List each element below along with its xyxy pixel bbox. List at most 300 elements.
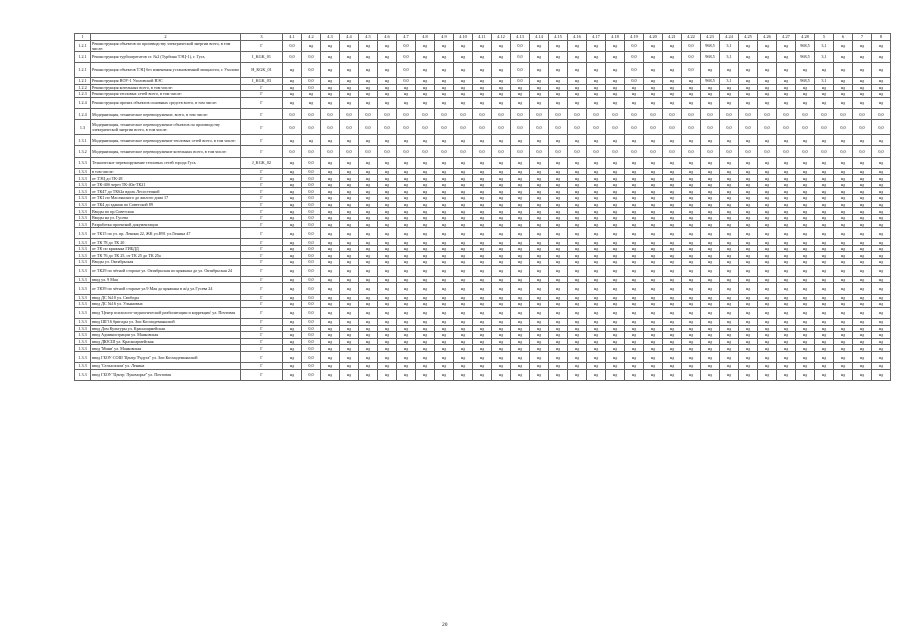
value-cell: нд (378, 363, 397, 370)
value-cell: нд (568, 245, 587, 252)
value-cell: 0,0 (720, 146, 739, 157)
row-number-cell: 1.3.3 (75, 283, 91, 294)
row-number-cell: 1.3.3 (75, 307, 91, 318)
project-name-cell: Вводы ул. Октябрьская (91, 259, 241, 266)
value-cell: нд (625, 239, 644, 246)
value-cell: 0,0 (625, 40, 644, 51)
value-cell: нд (682, 221, 701, 228)
value-cell: нд (568, 318, 587, 325)
value-cell: нд (587, 221, 606, 228)
value-cell: нд (549, 259, 568, 266)
value-cell: нд (644, 84, 663, 91)
value-cell: 0,0 (435, 120, 454, 135)
value-cell: нд (473, 40, 492, 51)
value-cell: 0,0 (701, 108, 720, 119)
value-cell: нд (777, 214, 796, 221)
value-cell: 0,0 (473, 108, 492, 119)
value-cell: нд (359, 201, 378, 208)
header-cell: 4.7 (397, 34, 416, 41)
value-cell: нд (340, 276, 359, 283)
value-cell: нд (283, 307, 302, 318)
value-cell: нд (511, 301, 530, 308)
value-cell: нд (416, 228, 435, 239)
value-cell: нд (549, 332, 568, 339)
value-cell: нд (511, 181, 530, 188)
value-cell: нд (378, 369, 397, 380)
value-cell: нд (568, 351, 587, 362)
value-cell: нд (359, 318, 378, 325)
value-cell: нд (606, 175, 625, 182)
value-cell: нд (644, 345, 663, 352)
value-cell: нд (720, 294, 739, 301)
value-cell: 0,0 (302, 338, 321, 345)
project-name-cell: Реконструкция объектов ТЭЦ без изменения установленной мощности, г. Ухолово (91, 62, 241, 77)
value-cell: 0,0 (682, 62, 701, 77)
row-number-cell: 1.3.3 (75, 195, 91, 202)
value-cell: нд (872, 91, 891, 98)
value-cell: нд (454, 214, 473, 221)
value-cell: нд (378, 294, 397, 301)
table-row (75, 62, 891, 77)
value-cell: нд (549, 351, 568, 362)
value-cell: нд (834, 345, 853, 352)
project-name-cell: ввод ШГ16 бригады ул. Зои Космодемьянской (91, 318, 241, 325)
project-name-cell: Реконструкция ВОУ-1 Ухоловской ВЭС (91, 77, 241, 84)
value-cell: нд (511, 245, 530, 252)
value-cell: нд (663, 318, 682, 325)
value-cell: нд (777, 62, 796, 77)
value-cell: 0,0 (454, 146, 473, 157)
value-cell: нд (644, 97, 663, 108)
value-cell: нд (853, 77, 872, 84)
project-code-cell: Г (241, 188, 283, 195)
value-cell: нд (473, 188, 492, 195)
value-cell: нд (587, 307, 606, 318)
value-cell: нд (834, 181, 853, 188)
value-cell: нд (853, 338, 872, 345)
value-cell: нд (815, 276, 834, 283)
value-cell: 0,0 (492, 146, 511, 157)
value-cell: нд (587, 276, 606, 283)
value-cell: нд (416, 62, 435, 77)
value-cell: нд (644, 201, 663, 208)
table-row (75, 294, 891, 301)
value-cell: 0,0 (302, 245, 321, 252)
value-cell: нд (283, 84, 302, 91)
value-cell: нд (834, 363, 853, 370)
value-cell: нд (416, 294, 435, 301)
value-cell: нд (739, 294, 758, 301)
header-cell: 6 (834, 34, 853, 41)
value-cell: нд (587, 294, 606, 301)
value-cell: нд (473, 135, 492, 146)
value-cell: 0,0 (606, 120, 625, 135)
value-cell: нд (758, 369, 777, 380)
value-cell: нд (758, 221, 777, 228)
value-cell: нд (682, 91, 701, 98)
value-cell: нд (796, 62, 815, 77)
value-cell: нд (435, 208, 454, 215)
value-cell: нд (777, 369, 796, 380)
header-row (75, 34, 891, 41)
value-cell: нд (625, 276, 644, 283)
value-cell: нд (492, 77, 511, 84)
value-cell: 0,0 (663, 146, 682, 157)
value-cell: нд (549, 239, 568, 246)
value-cell: нд (758, 77, 777, 84)
value-cell: нд (587, 91, 606, 98)
value-cell: нд (701, 188, 720, 195)
value-cell: нд (834, 239, 853, 246)
value-cell: нд (872, 294, 891, 301)
value-cell: нд (492, 325, 511, 332)
value-cell: 0,0 (302, 265, 321, 276)
value-cell: нд (758, 345, 777, 352)
value-cell: нд (454, 97, 473, 108)
value-cell: нд (834, 369, 853, 380)
value-cell: нд (321, 195, 340, 202)
value-cell: нд (359, 168, 378, 175)
value-cell: нд (530, 332, 549, 339)
value-cell: нд (340, 175, 359, 182)
value-cell: нд (416, 97, 435, 108)
value-cell: нд (302, 135, 321, 146)
value-cell: нд (473, 276, 492, 283)
value-cell: 0,0 (454, 120, 473, 135)
value-cell: нд (720, 168, 739, 175)
value-cell: нд (834, 77, 853, 84)
value-cell: 0,0 (682, 51, 701, 62)
value-cell: нд (511, 283, 530, 294)
value-cell: нд (397, 214, 416, 221)
value-cell: нд (625, 345, 644, 352)
table-row (75, 239, 891, 246)
project-name-cell: Модернизация, техническое перевооружение, всего, в том числе: (91, 108, 241, 119)
value-cell: нд (530, 318, 549, 325)
value-cell: нд (397, 252, 416, 259)
value-cell: нд (682, 338, 701, 345)
value-cell: нд (397, 181, 416, 188)
value-cell: нд (682, 259, 701, 266)
value-cell: нд (834, 97, 853, 108)
header-cell: 4.1 (283, 34, 302, 41)
value-cell: нд (739, 265, 758, 276)
value-cell: нд (739, 338, 758, 345)
row-number-cell: 1.2.1 (75, 51, 91, 62)
value-cell: нд (739, 188, 758, 195)
value-cell: нд (416, 307, 435, 318)
value-cell: нд (511, 318, 530, 325)
project-name-cell: ввод 'Мини' ул. Маяковская (91, 345, 241, 352)
value-cell: нд (568, 91, 587, 98)
header-cell: 4.13 (511, 34, 530, 41)
value-cell: нд (587, 332, 606, 339)
row-number-cell: 1.3.2 (75, 146, 91, 157)
value-cell: 0,0 (739, 108, 758, 119)
value-cell: нд (378, 214, 397, 221)
value-cell: нд (435, 276, 454, 283)
value-cell: нд (454, 62, 473, 77)
value-cell: нд (606, 276, 625, 283)
value-cell: нд (587, 77, 606, 84)
value-cell: нд (644, 363, 663, 370)
value-cell: нд (606, 239, 625, 246)
value-cell: нд (682, 84, 701, 91)
value-cell: нд (777, 40, 796, 51)
value-cell: нд (872, 51, 891, 62)
value-cell: нд (435, 252, 454, 259)
value-cell: нд (321, 208, 340, 215)
value-cell: нд (720, 283, 739, 294)
value-cell: нд (435, 259, 454, 266)
value-cell: нд (625, 318, 644, 325)
value-cell: нд (720, 259, 739, 266)
value-cell: нд (492, 245, 511, 252)
project-code-cell: Г (241, 228, 283, 239)
value-cell: нд (853, 228, 872, 239)
value-cell: нд (777, 195, 796, 202)
value-cell: нд (644, 259, 663, 266)
value-cell: нд (568, 325, 587, 332)
value-cell: нд (777, 97, 796, 108)
value-cell: нд (663, 294, 682, 301)
value-cell: нд (587, 283, 606, 294)
value-cell: нд (720, 135, 739, 146)
value-cell: нд (492, 97, 511, 108)
value-cell: нд (359, 208, 378, 215)
value-cell: нд (701, 157, 720, 168)
value-cell: 0,0 (435, 146, 454, 157)
value-cell: нд (378, 168, 397, 175)
table-row (75, 40, 891, 51)
value-cell: нд (359, 259, 378, 266)
value-cell: нд (530, 84, 549, 91)
value-cell: 968,5 (701, 77, 720, 84)
value-cell: нд (644, 188, 663, 195)
value-cell: нд (587, 259, 606, 266)
value-cell: нд (587, 228, 606, 239)
value-cell: нд (378, 228, 397, 239)
value-cell: нд (663, 252, 682, 259)
value-cell: нд (492, 84, 511, 91)
value-cell: 0,0 (644, 108, 663, 119)
value-cell: нд (644, 51, 663, 62)
value-cell: нд (454, 265, 473, 276)
value-cell: нд (587, 168, 606, 175)
value-cell: нд (815, 369, 834, 380)
value-cell: нд (511, 221, 530, 228)
investment-table (74, 33, 891, 381)
value-cell: нд (359, 51, 378, 62)
value-cell: нд (397, 351, 416, 362)
value-cell: нд (511, 168, 530, 175)
value-cell: нд (283, 201, 302, 208)
value-cell: 3,1 (720, 51, 739, 62)
value-cell: 0,0 (302, 62, 321, 77)
value-cell: нд (378, 239, 397, 246)
row-number-cell: 1.3.3 (75, 239, 91, 246)
value-cell: нд (796, 252, 815, 259)
value-cell: нд (435, 181, 454, 188)
value-cell: нд (644, 221, 663, 228)
value-cell: нд (758, 201, 777, 208)
header-cell: 4.28 (796, 34, 815, 41)
value-cell: нд (359, 97, 378, 108)
project-code-cell: Г (241, 369, 283, 380)
value-cell: нд (872, 307, 891, 318)
value-cell: нд (606, 325, 625, 332)
value-cell: нд (796, 307, 815, 318)
value-cell: нд (739, 51, 758, 62)
project-code-cell: Г (241, 265, 283, 276)
value-cell: нд (606, 265, 625, 276)
value-cell: нд (321, 188, 340, 195)
value-cell: нд (777, 181, 796, 188)
row-number-cell: 1.2.1 (75, 40, 91, 51)
value-cell: 0,0 (359, 146, 378, 157)
value-cell: нд (853, 157, 872, 168)
value-cell: нд (720, 301, 739, 308)
value-cell: нд (416, 363, 435, 370)
value-cell: нд (739, 252, 758, 259)
value-cell: 0,0 (530, 146, 549, 157)
value-cell: нд (511, 351, 530, 362)
value-cell: нд (435, 301, 454, 308)
value-cell: нд (568, 97, 587, 108)
value-cell: нд (549, 91, 568, 98)
value-cell: нд (701, 332, 720, 339)
value-cell: нд (397, 245, 416, 252)
value-cell: нд (625, 351, 644, 362)
value-cell: нд (473, 369, 492, 380)
value-cell: нд (682, 228, 701, 239)
value-cell: нд (796, 276, 815, 283)
value-cell: нд (872, 259, 891, 266)
value-cell: нд (492, 239, 511, 246)
value-cell: нд (378, 307, 397, 318)
project-code-cell: Г (241, 214, 283, 221)
value-cell: нд (872, 228, 891, 239)
value-cell: 0,0 (872, 120, 891, 135)
value-cell: нд (530, 195, 549, 202)
value-cell: нд (454, 135, 473, 146)
value-cell: нд (663, 351, 682, 362)
value-cell: нд (549, 175, 568, 182)
value-cell: нд (872, 221, 891, 228)
value-cell: нд (416, 168, 435, 175)
value-cell: нд (625, 84, 644, 91)
header-cell: 4.18 (606, 34, 625, 41)
value-cell: нд (454, 325, 473, 332)
value-cell: нд (568, 181, 587, 188)
project-code-cell: Г (241, 175, 283, 182)
value-cell: нд (701, 168, 720, 175)
value-cell: 0,0 (302, 228, 321, 239)
project-code-cell: Г (241, 120, 283, 135)
value-cell: нд (587, 369, 606, 380)
value-cell: нд (435, 135, 454, 146)
value-cell: нд (758, 157, 777, 168)
value-cell: нд (321, 77, 340, 84)
header-cell: 5 (815, 34, 834, 41)
value-cell: нд (454, 221, 473, 228)
value-cell: 0,0 (302, 168, 321, 175)
value-cell: нд (644, 332, 663, 339)
row-number-cell: 1.3.3 (75, 325, 91, 332)
value-cell: нд (340, 345, 359, 352)
value-cell: нд (682, 265, 701, 276)
header-cell: 3 (241, 34, 283, 41)
value-cell: нд (606, 157, 625, 168)
value-cell: нд (853, 265, 872, 276)
value-cell: нд (758, 208, 777, 215)
value-cell: нд (549, 214, 568, 221)
value-cell: нд (283, 283, 302, 294)
row-number-cell: 1.2.1 (75, 77, 91, 84)
value-cell: нд (777, 135, 796, 146)
value-cell: нд (416, 332, 435, 339)
value-cell: нд (701, 214, 720, 221)
value-cell: нд (663, 239, 682, 246)
value-cell: нд (530, 208, 549, 215)
value-cell: нд (720, 91, 739, 98)
value-cell: нд (606, 338, 625, 345)
value-cell: нд (416, 208, 435, 215)
value-cell: нд (549, 51, 568, 62)
value-cell: 0,0 (302, 301, 321, 308)
header-cell: 4.20 (644, 34, 663, 41)
value-cell: нд (321, 62, 340, 77)
value-cell: нд (587, 325, 606, 332)
value-cell: нд (606, 332, 625, 339)
project-name-cell: ввод Дом Культуры ул. Красноармейская (91, 325, 241, 332)
row-number-cell: 1.3.3 (75, 369, 91, 380)
project-code-cell: Г (241, 168, 283, 175)
value-cell: нд (853, 307, 872, 318)
value-cell: нд (530, 265, 549, 276)
value-cell: нд (796, 294, 815, 301)
value-cell: нд (340, 135, 359, 146)
value-cell: нд (397, 135, 416, 146)
value-cell: нд (283, 97, 302, 108)
value-cell: нд (397, 221, 416, 228)
value-cell: нд (587, 97, 606, 108)
value-cell: нд (530, 157, 549, 168)
value-cell: нд (625, 307, 644, 318)
value-cell: нд (701, 201, 720, 208)
value-cell: нд (454, 84, 473, 91)
value-cell: нд (644, 91, 663, 98)
value-cell: нд (625, 195, 644, 202)
value-cell: нд (359, 245, 378, 252)
header-cell: 4.21 (663, 34, 682, 41)
value-cell: нд (587, 245, 606, 252)
value-cell: 0,0 (492, 120, 511, 135)
value-cell: 0,0 (587, 146, 606, 157)
value-cell: нд (758, 325, 777, 332)
value-cell: нд (530, 325, 549, 332)
value-cell: нд (796, 301, 815, 308)
value-cell: нд (758, 51, 777, 62)
value-cell: нд (340, 338, 359, 345)
value-cell: нд (321, 239, 340, 246)
value-cell: нд (416, 239, 435, 246)
value-cell: нд (644, 301, 663, 308)
value-cell: нд (853, 345, 872, 352)
value-cell: нд (454, 40, 473, 51)
project-name-cell: от ТК-40б через ТК-40а-ТК21 (91, 181, 241, 188)
value-cell: нд (511, 188, 530, 195)
